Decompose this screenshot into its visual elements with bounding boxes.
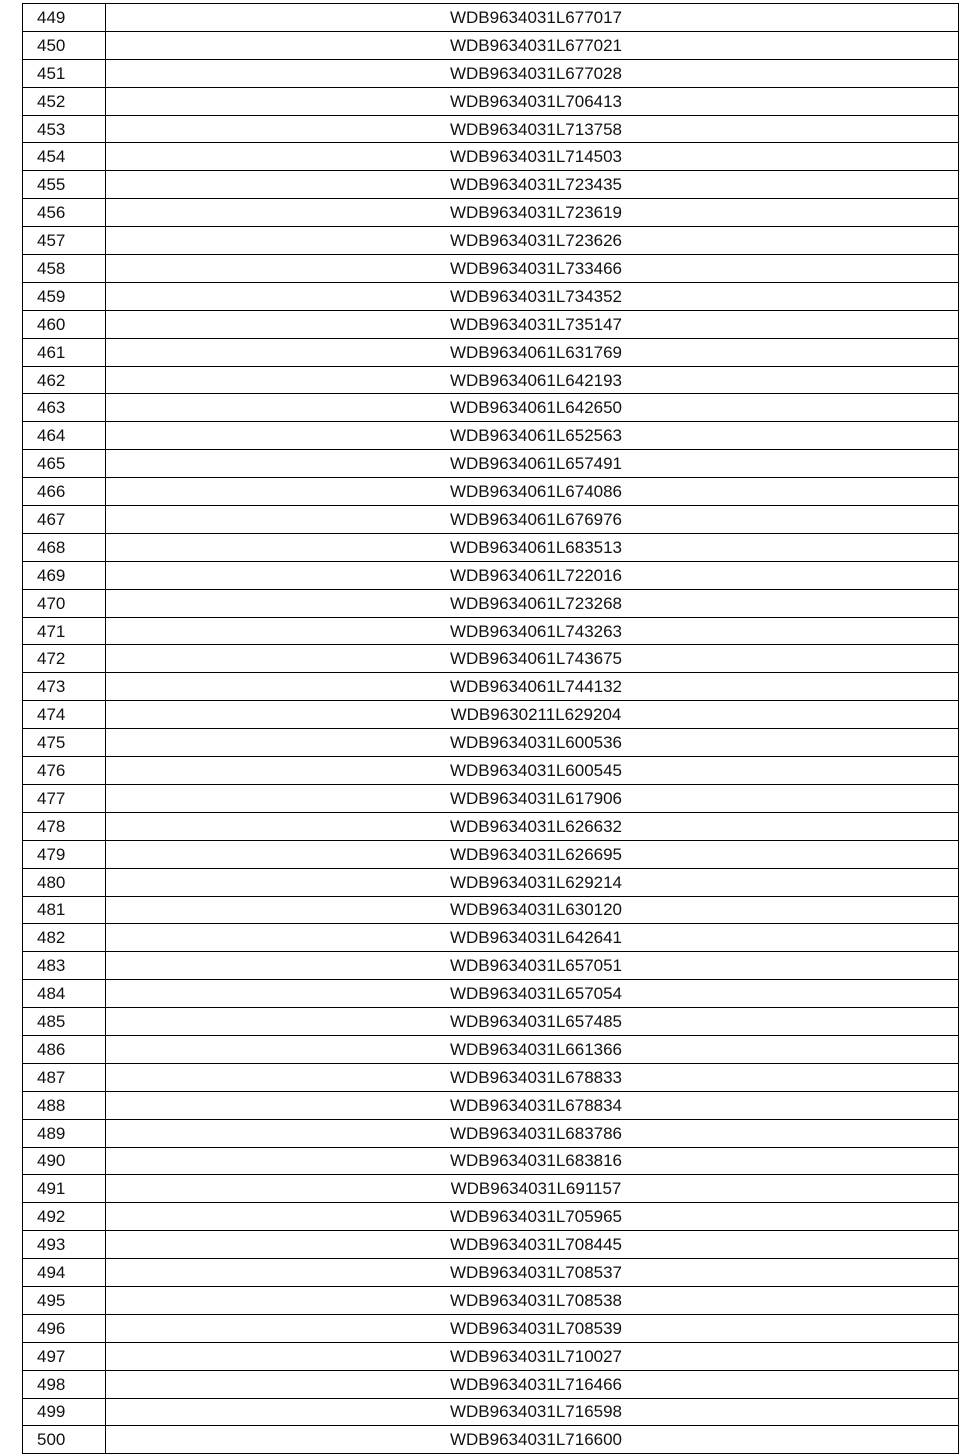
row-number-cell: 471	[23, 617, 106, 645]
row-number-cell: 467	[23, 506, 106, 534]
table-row	[23, 1398, 959, 1426]
row-number-cell: 494	[23, 1259, 106, 1287]
vin-cell: WDB9634031L716600	[106, 1426, 959, 1454]
row-number-cell: 489	[23, 1119, 106, 1147]
table-row	[23, 1370, 959, 1398]
vin-cell: WDB9634031L708538	[106, 1286, 959, 1314]
row-number-cell: 470	[23, 589, 106, 617]
vin-cell: WDB9634031L657485	[106, 1008, 959, 1036]
row-number-cell: 481	[23, 896, 106, 924]
table-row	[23, 701, 959, 729]
row-number-cell: 488	[23, 1091, 106, 1119]
row-number-cell: 476	[23, 757, 106, 785]
table-row	[23, 729, 959, 757]
table-row	[23, 1342, 959, 1370]
vin-cell: WDB9634031L683816	[106, 1147, 959, 1175]
row-number-cell: 499	[23, 1398, 106, 1426]
vin-cell: WDB9634031L708445	[106, 1231, 959, 1259]
row-number-cell: 459	[23, 282, 106, 310]
table-row	[23, 896, 959, 924]
vin-cell: WDB9634031L714503	[106, 143, 959, 171]
vin-cell: WDB9634031L626695	[106, 840, 959, 868]
vin-cell: WDB9634031L705965	[106, 1203, 959, 1231]
row-number-cell: 464	[23, 422, 106, 450]
row-number-cell: 495	[23, 1286, 106, 1314]
row-number-cell: 472	[23, 645, 106, 673]
table-row	[23, 1231, 959, 1259]
row-number-cell: 473	[23, 673, 106, 701]
row-number-cell: 460	[23, 310, 106, 338]
table-row	[23, 199, 959, 227]
table-row	[23, 282, 959, 310]
vin-cell: WDB9634061L674086	[106, 478, 959, 506]
table-row	[23, 1147, 959, 1175]
row-number-cell: 450	[23, 31, 106, 59]
table-row	[23, 868, 959, 896]
vin-cell: WDB9634031L657051	[106, 952, 959, 980]
row-number-cell: 458	[23, 255, 106, 283]
row-number-cell: 486	[23, 1035, 106, 1063]
vin-cell: WDB9634061L657491	[106, 450, 959, 478]
vin-cell: WDB9634031L642641	[106, 924, 959, 952]
vin-cell: WDB9634061L676976	[106, 506, 959, 534]
table-row	[23, 366, 959, 394]
vin-cell: WDB9634031L677028	[106, 59, 959, 87]
vin-cell: WDB9634061L642650	[106, 394, 959, 422]
table-row	[23, 143, 959, 171]
row-number-cell: 491	[23, 1175, 106, 1203]
row-number-cell: 456	[23, 199, 106, 227]
row-number-cell: 490	[23, 1147, 106, 1175]
table-row	[23, 617, 959, 645]
row-number-cell: 498	[23, 1370, 106, 1398]
table-row	[23, 561, 959, 589]
vin-cell: WDB9634031L708539	[106, 1314, 959, 1342]
vin-cell: WDB9634061L631769	[106, 338, 959, 366]
vin-cell: WDB9634061L683513	[106, 533, 959, 561]
row-number-cell: 451	[23, 59, 106, 87]
table-row	[23, 255, 959, 283]
table-row	[23, 1008, 959, 1036]
vin-cell: WDB9634031L723626	[106, 227, 959, 255]
row-number-cell: 484	[23, 980, 106, 1008]
table-row	[23, 422, 959, 450]
row-number-cell: 477	[23, 784, 106, 812]
vin-cell: WDB9634061L744132	[106, 673, 959, 701]
row-number-cell: 468	[23, 533, 106, 561]
table-row	[23, 784, 959, 812]
vin-cell: WDB9634031L626632	[106, 812, 959, 840]
table-row	[23, 87, 959, 115]
table-row	[23, 4, 959, 32]
vin-cell: WDB9634031L723435	[106, 171, 959, 199]
table-row	[23, 450, 959, 478]
table-row	[23, 1426, 959, 1454]
vin-cell: WDB9634061L642193	[106, 366, 959, 394]
row-number-cell: 455	[23, 171, 106, 199]
row-number-cell: 497	[23, 1342, 106, 1370]
table-row	[23, 59, 959, 87]
row-number-cell: 466	[23, 478, 106, 506]
table-row	[23, 1175, 959, 1203]
row-number-cell: 454	[23, 143, 106, 171]
vin-cell: WDB9634031L600536	[106, 729, 959, 757]
vin-list-table	[22, 3, 959, 1454]
row-number-cell: 496	[23, 1314, 106, 1342]
row-number-cell: 478	[23, 812, 106, 840]
vin-cell: WDB9634061L722016	[106, 561, 959, 589]
row-number-cell: 465	[23, 450, 106, 478]
table-row	[23, 506, 959, 534]
table-row	[23, 394, 959, 422]
row-number-cell: 479	[23, 840, 106, 868]
vin-cell: WDB9634031L733466	[106, 255, 959, 283]
vin-cell: WDB9634031L713758	[106, 115, 959, 143]
vin-cell: WDB9634031L716466	[106, 1370, 959, 1398]
vin-cell: WDB9634031L706413	[106, 87, 959, 115]
row-number-cell: 492	[23, 1203, 106, 1231]
vin-cell: WDB9634031L677021	[106, 31, 959, 59]
table-row	[23, 227, 959, 255]
row-number-cell: 452	[23, 87, 106, 115]
table-row	[23, 645, 959, 673]
row-number-cell: 463	[23, 394, 106, 422]
vin-cell: WDB9630211L629204	[106, 701, 959, 729]
row-number-cell: 453	[23, 115, 106, 143]
row-number-cell: 475	[23, 729, 106, 757]
table-row	[23, 115, 959, 143]
table-row	[23, 533, 959, 561]
table-row	[23, 310, 959, 338]
vin-cell: WDB9634031L683786	[106, 1119, 959, 1147]
table-row	[23, 1314, 959, 1342]
vin-cell: WDB9634031L710027	[106, 1342, 959, 1370]
table-row	[23, 1035, 959, 1063]
vin-cell: WDB9634061L743675	[106, 645, 959, 673]
table-row	[23, 589, 959, 617]
row-number-cell: 482	[23, 924, 106, 952]
table-row	[23, 478, 959, 506]
table-row	[23, 1063, 959, 1091]
table-row	[23, 1119, 959, 1147]
row-number-cell: 469	[23, 561, 106, 589]
table-row	[23, 1203, 959, 1231]
vin-cell: WDB9634031L708537	[106, 1259, 959, 1287]
row-number-cell: 461	[23, 338, 106, 366]
vin-cell: WDB9634031L657054	[106, 980, 959, 1008]
table-row	[23, 757, 959, 785]
table-row	[23, 980, 959, 1008]
table-row	[23, 171, 959, 199]
table-row	[23, 338, 959, 366]
vin-cell: WDB9634031L617906	[106, 784, 959, 812]
vin-cell: WDB9634031L678833	[106, 1063, 959, 1091]
vin-cell: WDB9634061L723268	[106, 589, 959, 617]
vin-cell: WDB9634031L716598	[106, 1398, 959, 1426]
vin-list-body	[23, 4, 959, 1454]
row-number-cell: 449	[23, 4, 106, 32]
vin-cell: WDB9634031L723619	[106, 199, 959, 227]
row-number-cell: 483	[23, 952, 106, 980]
table-row	[23, 1259, 959, 1287]
vin-cell: WDB9634031L735147	[106, 310, 959, 338]
row-number-cell: 500	[23, 1426, 106, 1454]
vin-cell: WDB9634031L734352	[106, 282, 959, 310]
row-number-cell: 457	[23, 227, 106, 255]
row-number-cell: 485	[23, 1008, 106, 1036]
table-row	[23, 840, 959, 868]
table-row	[23, 952, 959, 980]
vin-cell: WDB9634031L661366	[106, 1035, 959, 1063]
vin-cell: WDB9634061L743263	[106, 617, 959, 645]
vin-list-table-container	[22, 3, 958, 1454]
vin-cell: WDB9634061L652563	[106, 422, 959, 450]
vin-cell: WDB9634031L600545	[106, 757, 959, 785]
table-row	[23, 673, 959, 701]
row-number-cell: 462	[23, 366, 106, 394]
vin-cell: WDB9634031L677017	[106, 4, 959, 32]
row-number-cell: 480	[23, 868, 106, 896]
row-number-cell: 493	[23, 1231, 106, 1259]
table-row	[23, 1286, 959, 1314]
vin-cell: WDB9634031L691157	[106, 1175, 959, 1203]
row-number-cell: 474	[23, 701, 106, 729]
table-row	[23, 924, 959, 952]
table-row	[23, 1091, 959, 1119]
vin-cell: WDB9634031L630120	[106, 896, 959, 924]
row-number-cell: 487	[23, 1063, 106, 1091]
table-row	[23, 812, 959, 840]
table-row	[23, 31, 959, 59]
vin-cell: WDB9634031L678834	[106, 1091, 959, 1119]
vin-cell: WDB9634031L629214	[106, 868, 959, 896]
